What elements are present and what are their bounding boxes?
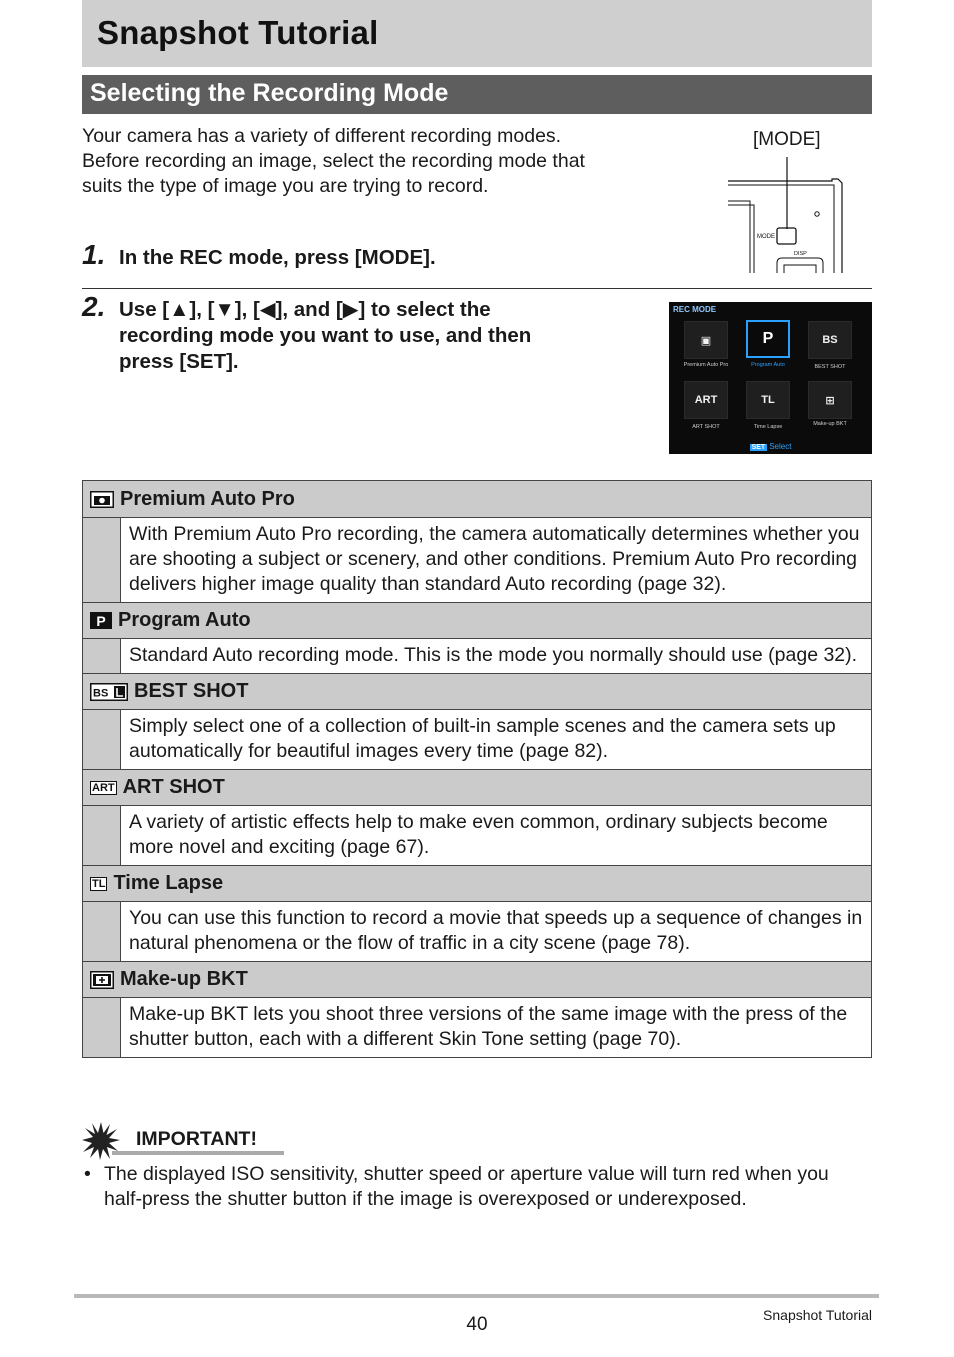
mode-row-header xyxy=(83,769,871,805)
time-lapse-icon: TL xyxy=(92,877,106,890)
intro-line: Before recording an image, select the recording mode that xyxy=(82,150,585,172)
mode-description: Make-up BKT lets you shoot three versions of the same image with the press of the shutter button, each with a different Skin Tone setting (page 70). xyxy=(120,998,871,1057)
section-title: Selecting the Recording Mode xyxy=(90,79,449,107)
intro-line: suits the type of image you are trying to record. xyxy=(82,175,489,197)
rec-mode-screen xyxy=(669,302,872,454)
bullet: • xyxy=(84,1163,91,1185)
mode-row-body xyxy=(83,517,871,602)
step-line: press [SET]. xyxy=(119,350,239,373)
intro-paragraph xyxy=(82,124,642,199)
mode-row-body xyxy=(83,997,871,1057)
mode-description: With Premium Auto Pro recording, the camera automatically determines whether you are shooting a subject or scenery, and other conditions. Premium Auto Pro recording delivers higher image quality than standard Auto recording (page 32). xyxy=(120,518,871,602)
mode-title: Premium Auto Pro xyxy=(120,487,295,510)
tile-caption: BEST SHOT xyxy=(814,364,846,370)
mode-row-body xyxy=(83,805,871,865)
note-text: The displayed ISO sensitivity, shutter speed or aperture value will turn red when you half-press the shutter button if the image is overexposed or underexposed. xyxy=(104,1163,829,1210)
mode-row-body xyxy=(83,638,871,673)
footer-section-title: Snapshot Tutorial xyxy=(763,1307,872,1323)
important-heading xyxy=(82,1122,292,1160)
mode-row-header xyxy=(83,865,871,901)
mode-row-header xyxy=(83,673,871,709)
rec-mode-footer xyxy=(669,442,872,451)
mode-title: Time Lapse xyxy=(113,872,224,894)
tile-caption: Make-up BKT xyxy=(813,421,847,427)
step-number: 2. xyxy=(82,291,106,322)
mode-title: ART SHOT xyxy=(122,776,225,798)
premium-auto-pro-icon: ▣ xyxy=(684,321,728,359)
mode-description: Simply select one of a collection of built-in sample scenes and the camera sets up automatically for beautiful images every time (page 82). xyxy=(120,710,871,769)
step-1 xyxy=(82,239,642,275)
intro-line: Your camera has a variety of different recording modes. xyxy=(82,125,562,147)
camera-top-illustration xyxy=(720,155,860,275)
time-lapse-icon: TL xyxy=(746,381,790,419)
step-line: Use [▲], [▼], [◀], and [▶] to select the xyxy=(119,298,491,321)
program-auto-icon: P xyxy=(746,320,790,358)
step-number: 1. xyxy=(82,239,106,270)
footer-divider xyxy=(74,1294,879,1298)
step-text xyxy=(119,297,649,375)
svg-text:BS: BS xyxy=(93,687,109,699)
mode-description: You can use this function to record a movie that speeds up a sequence of changes in natural phenomena or the flow of traffic in a city scene (page 78). xyxy=(120,902,871,961)
tile-caption: ART SHOT xyxy=(692,424,720,430)
makeup-bkt-icon: ⊞ xyxy=(808,381,852,419)
tile-caption: Program Auto xyxy=(751,362,785,368)
title-bar xyxy=(82,0,872,67)
tile-caption: Premium Auto Pro xyxy=(683,362,729,368)
makeup-bkt-icon xyxy=(90,971,114,989)
mode-title: Make-up BKT xyxy=(120,968,248,990)
tile-caption: Time Lapse xyxy=(753,424,783,430)
best-shot-icon xyxy=(90,683,128,701)
best-shot-icon: BS xyxy=(808,321,852,359)
step-line: In the REC mode, press [MODE]. xyxy=(119,246,436,269)
step-text xyxy=(119,245,436,271)
mode-row-body xyxy=(83,901,871,961)
section-bar xyxy=(82,75,872,114)
program-auto-icon: P xyxy=(90,612,112,629)
mode-description: A variety of artistic effects help to make even common, ordinary subjects become more novel and exciting (page 67). xyxy=(120,806,871,865)
footer-select-text: Select xyxy=(769,442,792,451)
art-shot-icon: ART xyxy=(92,781,115,794)
set-key-icon: SET xyxy=(751,444,766,451)
important-label: IMPORTANT! xyxy=(136,1128,257,1150)
mode-button-label: [MODE] xyxy=(753,129,821,150)
important-underline xyxy=(112,1151,284,1155)
mode-description: Standard Auto recording mode. This is the mode you normally should use (page 32). xyxy=(120,639,871,673)
important-note xyxy=(82,1162,872,1212)
step-divider xyxy=(82,288,872,289)
premium-auto-pro-icon xyxy=(90,491,114,508)
page-title: Snapshot Tutorial xyxy=(97,14,379,51)
mode-row-header xyxy=(83,602,871,638)
mode-title: Program Auto xyxy=(118,609,251,631)
mode-title: BEST SHOT xyxy=(134,680,249,702)
page-number: 40 xyxy=(466,1314,488,1335)
step-2 xyxy=(82,291,662,377)
mode-row-header xyxy=(83,961,871,997)
mode-row-body xyxy=(83,709,871,769)
art-shot-icon: ART xyxy=(684,381,728,419)
mode-table xyxy=(82,480,872,1058)
rec-mode-header: REC MODE xyxy=(673,305,717,314)
camera-mode-text: MODE xyxy=(757,234,775,240)
step-line: recording mode you want to use, and then xyxy=(119,324,532,347)
mode-row-header xyxy=(83,481,871,517)
camera-disp-text: DISP xyxy=(794,251,807,257)
